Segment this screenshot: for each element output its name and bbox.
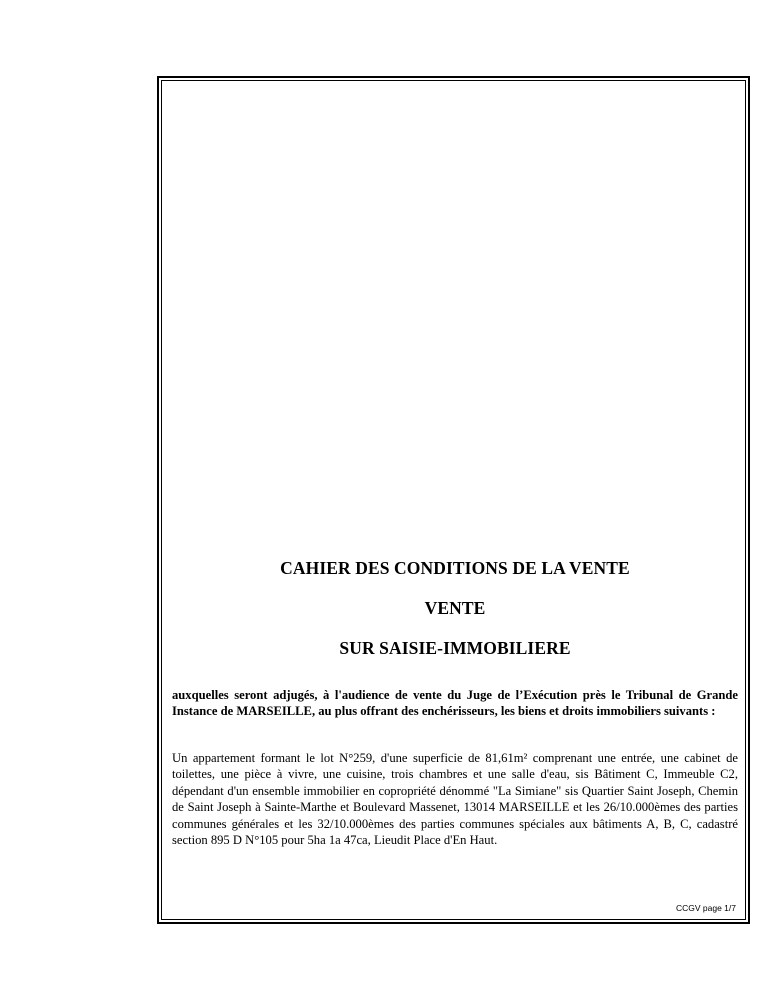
property-description: Un appartement formant le lot N°259, d'une superficie de 81,61m² comprenant une entrée, une cabinet de toilettes, une pièce à vivre, une cuisine, trois chambres et une salle d'eau, sis Bâtiment C, Immeuble C2, dépendant d'un ensemble immobilier en copropriété dénommé "La Simiane" sis Quartier Saint Joseph, Chemin de Saint Joseph à Sainte-Marthe et Boulevard Massenet, 13014 MARSEILLE et les 26/10.000èmes des parties communes générales et les 32/10.000èmes des parties communes spéciales aux bâtiments A, B, C, cadastré section 895 D N°105 pour 5ha 1a 47ca, Lieudit Place d'En Haut. [172,751,738,848]
document-subtitle-saisie: SUR SAISIE-IMMOBILIERE [339,638,571,658]
document-content [172,80,738,920]
document-title: CAHIER DES CONDITIONS DE LA VENTE [280,558,630,578]
document-subtitle-vente: VENTE [424,598,486,618]
intro-paragraph: auxquelles seront adjugés, à l'audience de vente du Juge de l’Exécution près le Tribunal de Grande Instance de MARSEILLE, au plus offrant des enchérisseurs, les biens et droits immobiliers suivants : [172,688,738,719]
page-footer: CCGV page 1/7 [675,903,736,913]
